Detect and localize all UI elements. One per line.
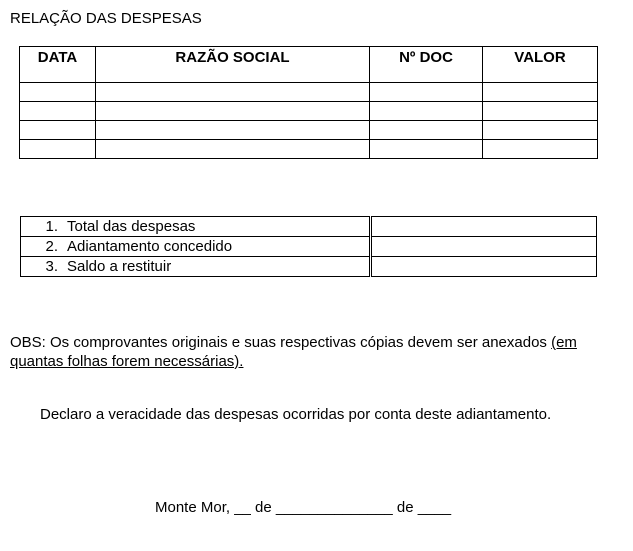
summary-label-cell — [21, 217, 370, 237]
summary-label: Adiantamento concedido — [67, 238, 233, 255]
table-cell[interactable] — [483, 121, 598, 140]
summary-label: Total das despesas — [67, 218, 196, 235]
table-cell[interactable] — [483, 102, 598, 121]
table-cell[interactable] — [370, 140, 483, 159]
table-row — [20, 83, 598, 102]
summary-row-adiantamento — [21, 237, 597, 257]
obs-text: OBS: Os comprovantes originais e suas respectivas cópias devem ser anexados — [10, 334, 552, 351]
obs-underlined-text: (em quantas folhas forem necessárias). — [10, 334, 577, 370]
summary-row-total — [21, 217, 597, 237]
summary-value-cell[interactable] — [372, 237, 597, 257]
expense-table — [19, 46, 598, 159]
table-row — [20, 121, 598, 140]
table-cell[interactable] — [20, 140, 96, 159]
table-cell[interactable] — [96, 102, 370, 121]
table-header-row — [20, 47, 598, 83]
summary-value-cell[interactable] — [372, 257, 597, 277]
summary-label: Saldo a restituir — [67, 258, 172, 275]
table-cell[interactable] — [370, 121, 483, 140]
summary-label-cell — [21, 257, 370, 277]
signature-date-line: Monte Mor, __ de ______________ de ____ — [155, 499, 452, 516]
table-cell[interactable] — [96, 83, 370, 102]
summary-table — [20, 216, 597, 277]
column-header-n-doc: Nº DOC — [370, 47, 483, 83]
table-cell[interactable] — [96, 121, 370, 140]
page-title: RELAÇÃO DAS DESPESAS — [10, 10, 202, 27]
column-header-valor: VALOR — [483, 47, 598, 83]
table-cell[interactable] — [20, 121, 96, 140]
table-cell[interactable] — [20, 83, 96, 102]
summary-label-cell — [21, 237, 370, 257]
summary-number: 3. — [45, 258, 58, 275]
summary-number: 2. — [45, 238, 58, 255]
column-header-razao-social: RAZÃO SOCIAL — [96, 47, 370, 83]
summary-value-cell[interactable] — [372, 217, 597, 237]
table-row — [20, 140, 598, 159]
table-cell[interactable] — [370, 102, 483, 121]
summary-row-saldo — [21, 257, 597, 277]
table-cell[interactable] — [483, 83, 598, 102]
table-cell[interactable] — [20, 102, 96, 121]
declaration-text: Declaro a veracidade das despesas ocorridas por conta deste adiantamento. — [40, 406, 552, 423]
table-cell[interactable] — [483, 140, 598, 159]
obs-note — [10, 333, 625, 371]
table-row — [20, 102, 598, 121]
summary-number: 1. — [45, 218, 58, 235]
column-header-data: DATA — [20, 47, 96, 83]
table-cell[interactable] — [370, 83, 483, 102]
table-cell[interactable] — [96, 140, 370, 159]
